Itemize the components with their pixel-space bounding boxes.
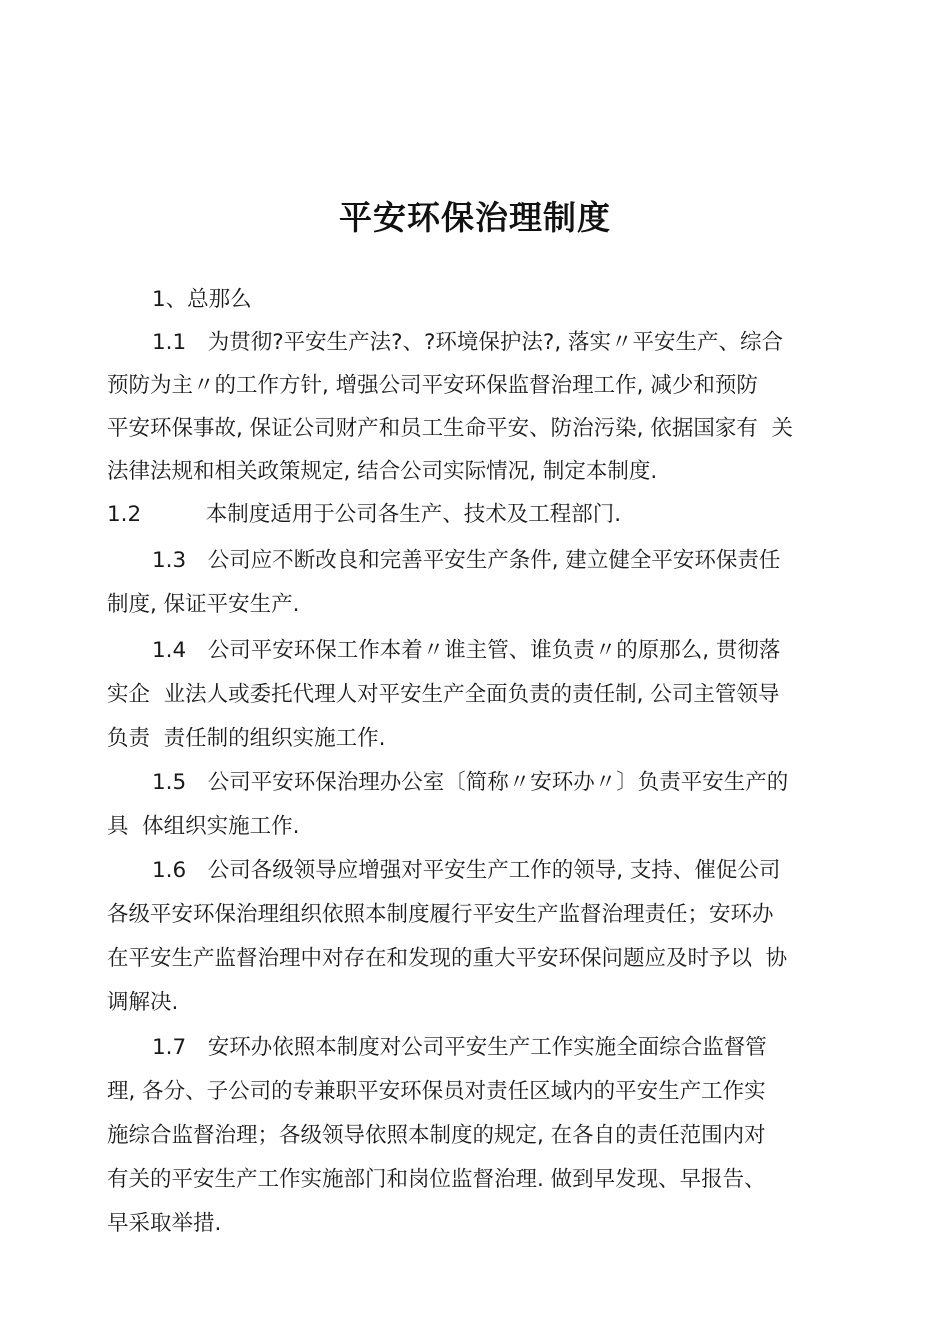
paragraph-line: 1.1 为贯彻?平安生产法?、?环境保护法?, 落实〃平安生产、综合 xyxy=(152,330,784,355)
paragraph-line: 调解决. xyxy=(107,990,179,1015)
paragraph-line: 有关的平安生产工作实施部门和岗位监督治理. 做到早发现、早报告、 xyxy=(107,1167,766,1192)
paragraph-line: 1.3 公司应不断改良和完善平安生产条件, 建立健全平安环保责任 xyxy=(152,548,781,573)
paragraph-line: 1.2 本制度适用于公司各生产、技术及工程部门. xyxy=(107,502,622,527)
paragraph-line: 制度, 保证平安生产. xyxy=(107,592,300,617)
paragraph-line: 法律法规和相关政策规定, 结合公司实际情况, 制定本制度. xyxy=(107,459,658,484)
paragraph-line: 1.5 公司平安环保治理办公室〔简称〃安环办〃〕负责平安生产的 xyxy=(152,770,789,795)
paragraph-line: 1.7 安环办依照本制度对公司平安生产工作实施全面综合监督管 xyxy=(152,1035,767,1060)
paragraph-line: 施综合监督治理；各级领导依照本制度的规定, 在各自的责任范围内对 xyxy=(107,1123,766,1148)
paragraph-line: 1.6 公司各级领导应增强对平安生产工作的领导, 支持、催促公司 xyxy=(152,858,781,883)
paragraph-line: 理, 各分、子公司的专兼职平安环保员对责任区域内的平安生产工作实 xyxy=(107,1079,766,1104)
section-heading: 1、总那么 xyxy=(152,287,252,312)
paragraph-line: 实企 业法人或委托代理人对平安生产全面负责的责任制, 公司主管领导 xyxy=(107,682,780,707)
paragraph-line: 1.4 公司平安环保工作本着〃谁主管、谁负责〃的原那么, 贯彻落 xyxy=(152,638,781,663)
paragraph-line: 在平安生产监督治理中对存在和发现的重大平安环保问题应及时予以 协 xyxy=(107,946,788,971)
paragraph-line: 平安环保事故, 保证公司财产和员工生命平安、防治污染, 依据国家有 关 xyxy=(107,416,794,441)
paragraph-line: 各级平安环保治理组织依照本制度履行平安生产监督治理责任；安环办 xyxy=(107,902,774,927)
paragraph-line: 具 体组织实施工作. xyxy=(107,814,300,839)
paragraph-line: 负责 责任制的组织实施工作. xyxy=(107,726,386,751)
document-title: 平安环保治理制度 xyxy=(339,198,611,237)
paragraph-line: 预防为主〃的工作方针, 增强公司平安环保监督治理工作, 减少和预防 xyxy=(107,373,758,398)
paragraph-line: 早采取举措. xyxy=(107,1211,222,1236)
